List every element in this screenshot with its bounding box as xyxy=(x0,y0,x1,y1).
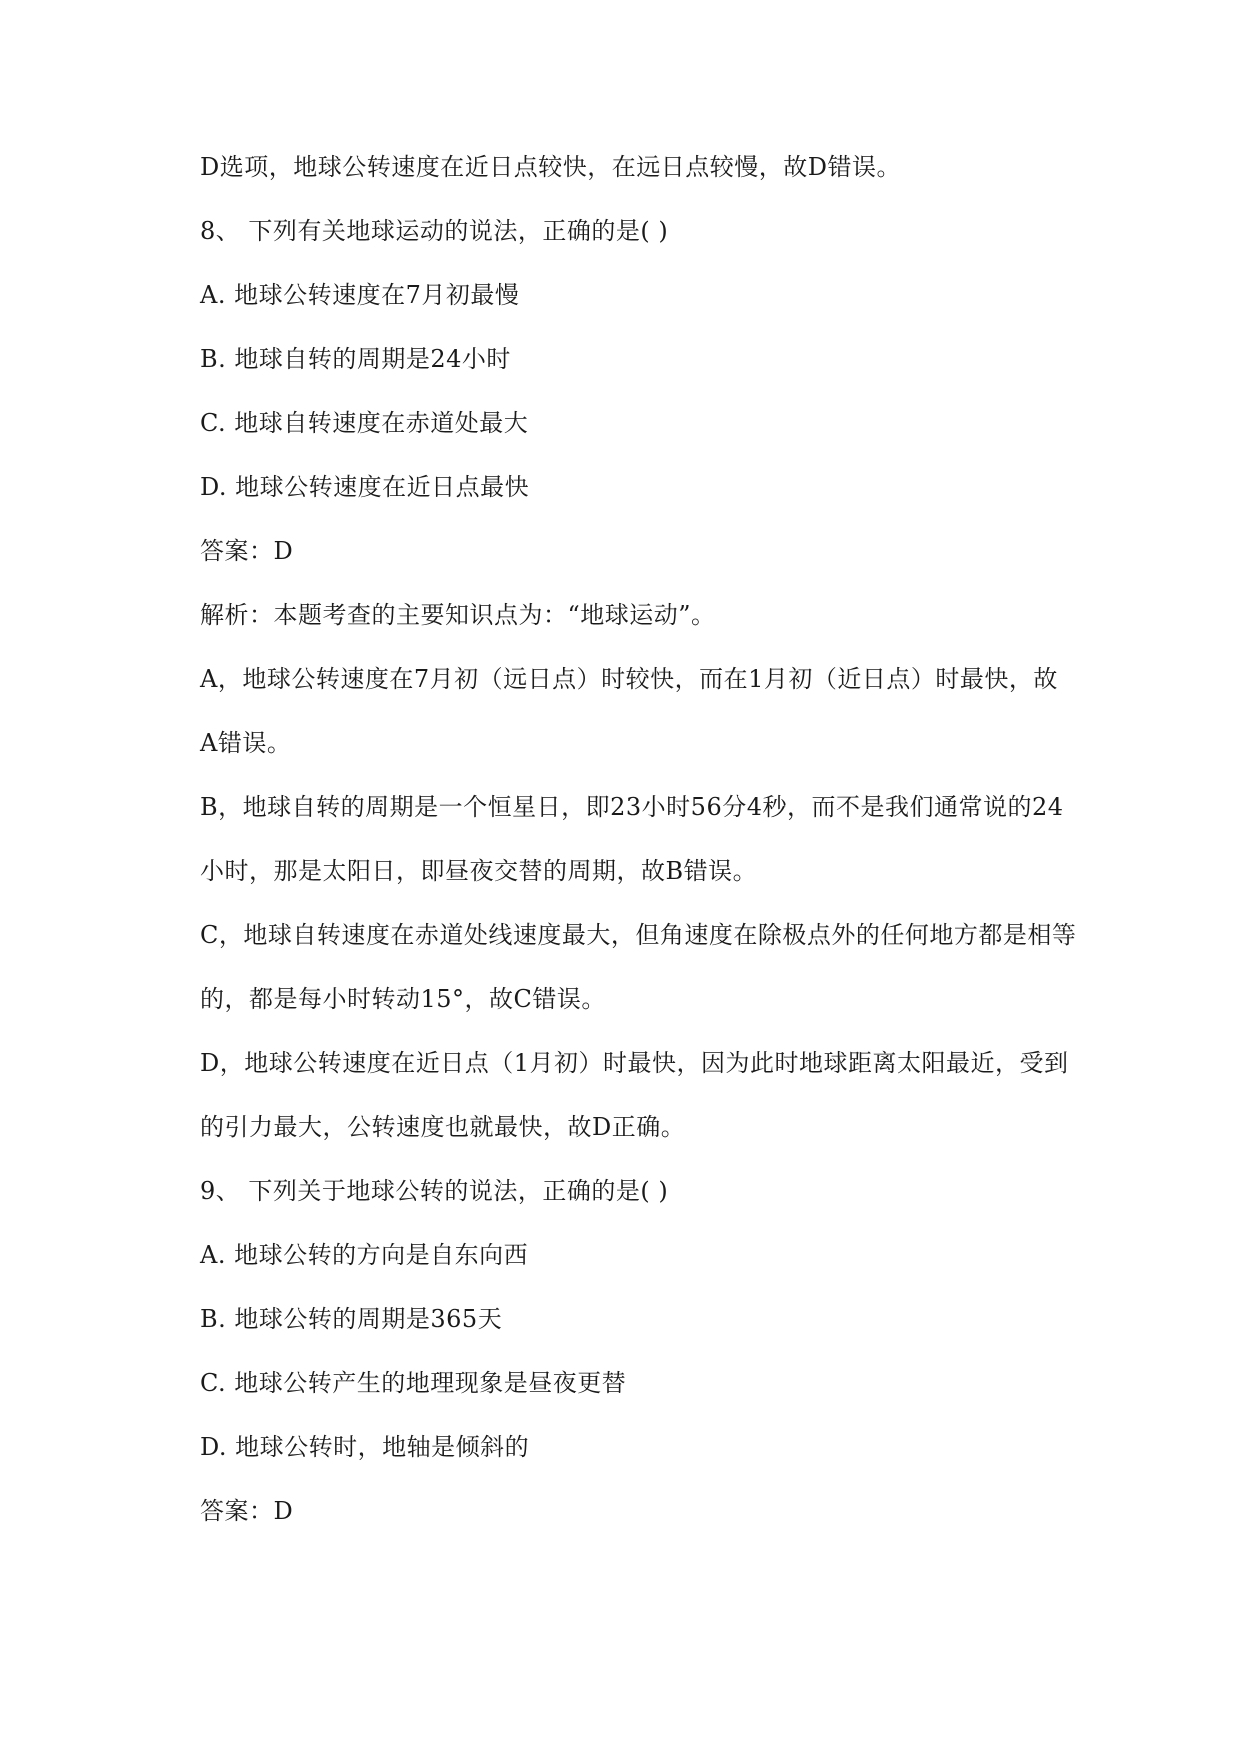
question-8-option-d: D. 地球公转速度在近日点最快 xyxy=(200,473,530,501)
question-9-option-c: C. 地球公转产生的地理现象是昼夜更替 xyxy=(200,1369,627,1397)
question-8-analysis-c-line1: C，地球自转速度在赤道处线速度最大，但角速度在除极点外的任何地方都是相等 xyxy=(200,921,1077,949)
question-9-stem: 9、 下列关于地球公转的说法，正确的是( ) xyxy=(200,1177,669,1205)
question-9-option-a: A. 地球公转的方向是自东向西 xyxy=(200,1241,529,1269)
question-9-answer: 答案：D xyxy=(200,1497,294,1525)
explanation-option-d-q7: D选项，地球公转速度在近日点较快，在远日点较慢，故D错误。 xyxy=(200,153,901,181)
question-8-analysis-b-line1: B，地球自转的周期是一个恒星日，即23小时56分4秒，而不是我们通常说的24 xyxy=(200,793,1064,821)
question-8-analysis-c-line2: 的，都是每小时转动15°，故C错误。 xyxy=(200,985,606,1013)
question-8-option-a: A. 地球公转速度在7月初最慢 xyxy=(200,281,520,309)
question-8-stem: 8、 下列有关地球运动的说法，正确的是( ) xyxy=(200,217,669,245)
question-8-analysis-d-line2: 的引力最大，公转速度也就最快，故D正确。 xyxy=(200,1113,686,1141)
question-8-analysis-a-line1: A，地球公转速度在7月初（远日点）时较快，而在1月初（近日点）时最快，故 xyxy=(200,665,1058,693)
question-8-analysis-a-line2: A错误。 xyxy=(200,729,292,757)
question-8-analysis-intro: 解析：本题考查的主要知识点为：“地球运动”。 xyxy=(200,601,716,629)
question-9-option-d: D. 地球公转时，地轴是倾斜的 xyxy=(200,1433,530,1461)
question-9-option-b: B. 地球公转的周期是365天 xyxy=(200,1305,503,1333)
question-8-option-b: B. 地球自转的周期是24小时 xyxy=(200,345,511,373)
question-8-answer: 答案：D xyxy=(200,537,294,565)
question-8-option-c: C. 地球自转速度在赤道处最大 xyxy=(200,409,529,437)
question-8-analysis-d-line1: D，地球公转速度在近日点（1月初）时最快，因为此时地球距离太阳最近，受到 xyxy=(200,1049,1069,1077)
question-8-analysis-b-line2: 小时，那是太阳日，即昼夜交替的周期，故B错误。 xyxy=(200,857,758,885)
